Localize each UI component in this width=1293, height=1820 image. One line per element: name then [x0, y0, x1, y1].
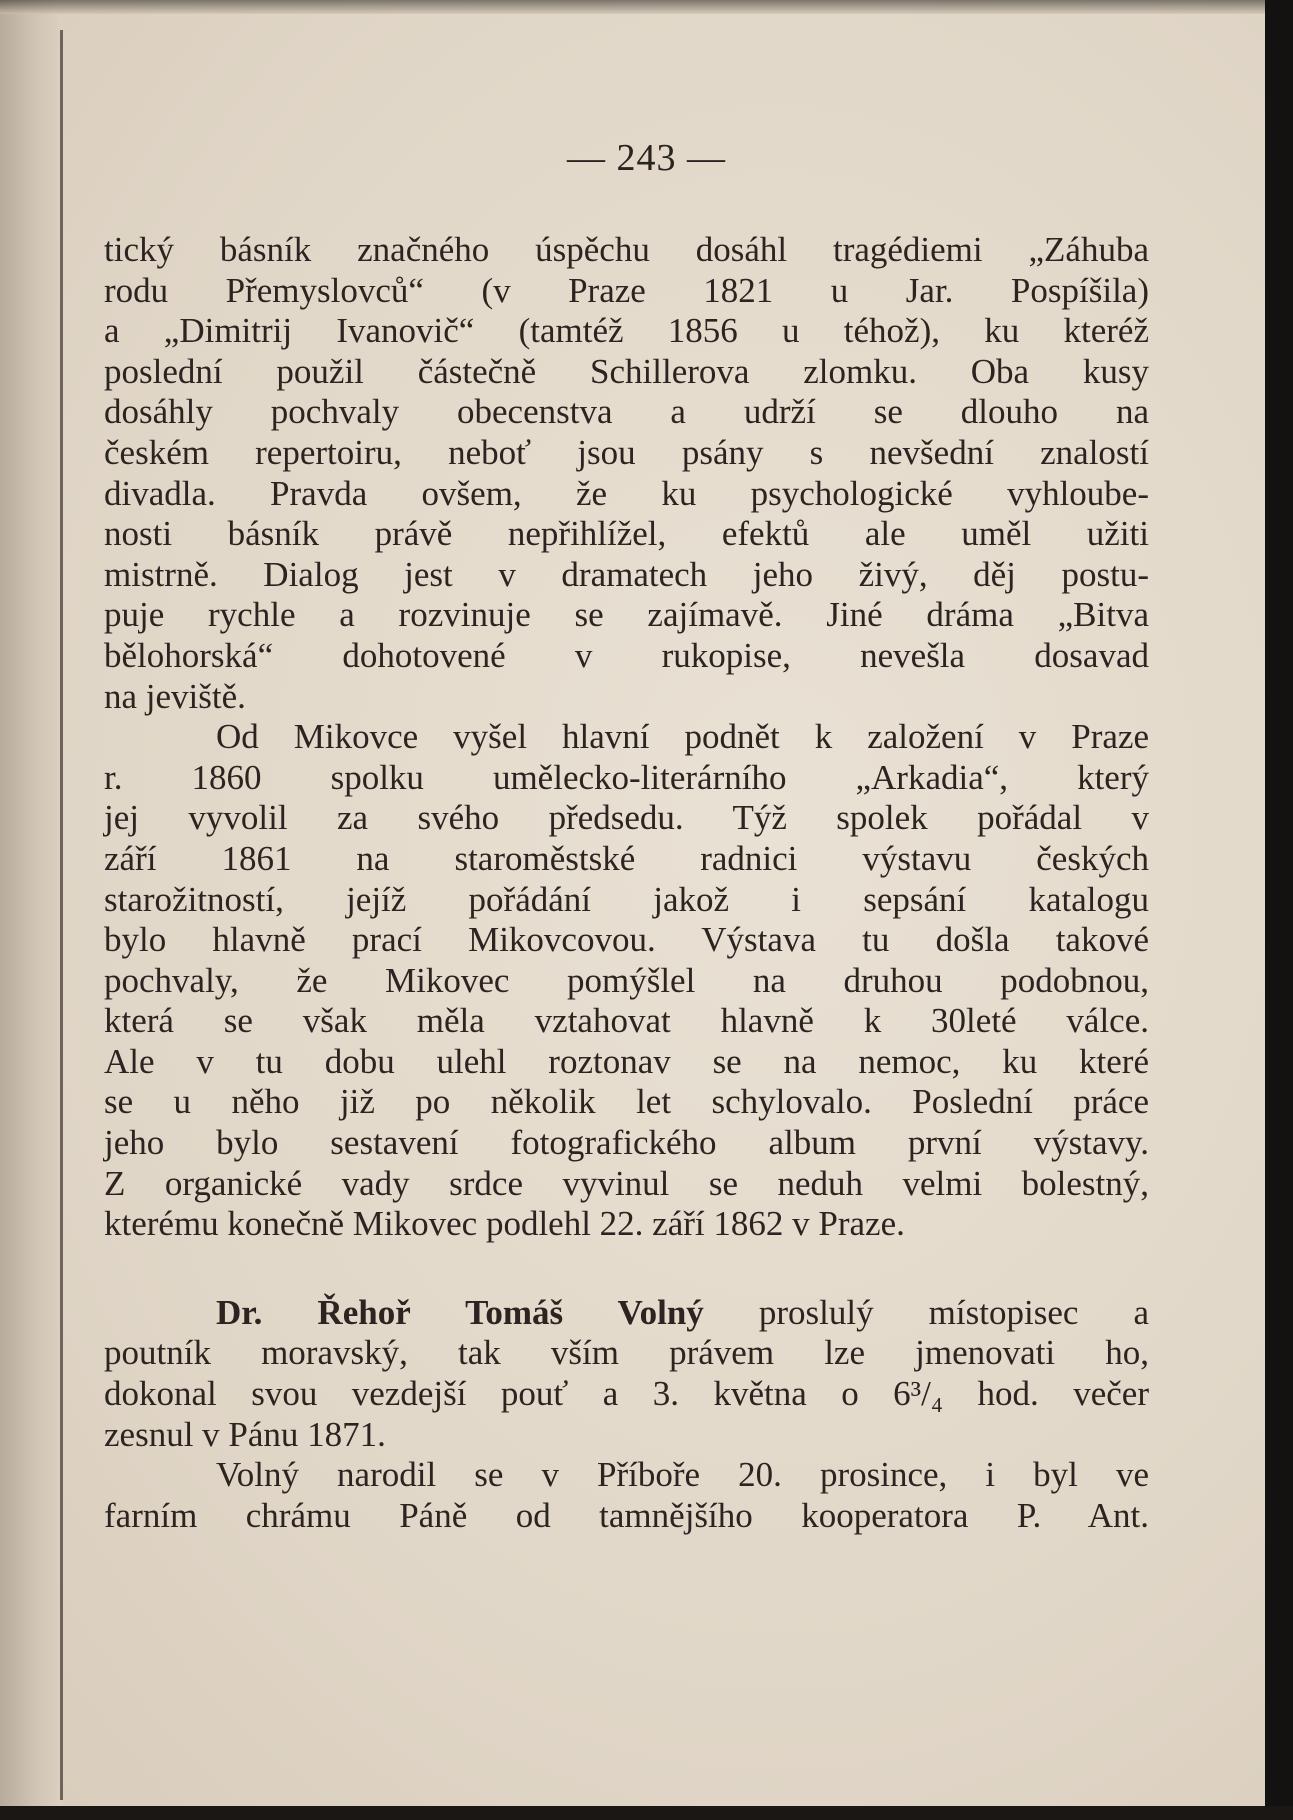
- text-line: českém repertoiru, neboť jsou psány s nevšední znalostí: [104, 432, 1149, 472]
- text-line: Z organické vady srdce vyvinul se neduh velmi bolestný,: [104, 1163, 1149, 1203]
- section-gap: [104, 1245, 1149, 1293]
- paragraph-start-line: Volný narodil se v Příboře 20. prosince, i byl ve: [216, 1455, 1149, 1495]
- text-line: rodu Přemyslovců“ (v Praze 1821 u Jar. Pospíšila): [104, 270, 1149, 310]
- text-line: jeho bylo sestavení fotografického album první výstavy.: [104, 1123, 1149, 1163]
- section-heading-line: [104, 1293, 1149, 1334]
- text-line: dosáhly pochvaly obecenstva a udrží se dlouho na: [104, 392, 1149, 432]
- text-line: Ale v tu dobu ulehl roztonav se na nemoc, ku které: [104, 1041, 1149, 1081]
- top-edge-shadow: [0, 0, 1293, 14]
- text-line: starožitností, jejíž pořádání jakož i sepsání katalogu: [104, 879, 1149, 919]
- text-line: mistrně. Dialog jest v dramatech jeho živý, děj postu-: [104, 554, 1149, 594]
- text-line: bylo hlavně prací Mikovcovou. Výstava tu došla takové: [104, 920, 1149, 960]
- text-line: kterému konečně Mikovec podlehl 22. září 1862 v Praze.: [104, 1204, 905, 1244]
- page-number: — 243 —: [567, 137, 726, 179]
- text-line: která se však měla vztahovat hlavně k 30leté válce.: [104, 1001, 1149, 1041]
- text-line: poslední použil částečně Schillerova zlomku. Oba kusy: [104, 351, 1149, 391]
- heading-line-rest: proslulý místopisec a: [758, 1292, 1149, 1332]
- text-line: farním chrámu Páně od tamnějšího kooperatora P. Ant.: [104, 1495, 1149, 1535]
- person-name: Dr. Řehoř Tomáš Volný: [216, 1292, 704, 1332]
- text-line: nosti básník právě nepřihlížel, efektů ale uměl užiti: [104, 514, 1149, 554]
- text-line: zesnul v Pánu 1871.: [104, 1414, 386, 1454]
- right-page-edge: [1265, 0, 1293, 1820]
- paragraph-start-line: Od Mikovce vyšel hlavní podnět k založení v Praze: [216, 717, 1149, 757]
- bottom-page-edge: [0, 1806, 1293, 1820]
- text-line: září 1861 na staroměstské radnici výstavu českých: [104, 838, 1149, 878]
- text-line: tický básník značného úspěchu dosáhl tragédiemi „Záhuba: [104, 230, 1149, 269]
- gutter-binding-line: [60, 30, 63, 1800]
- book-gutter: [0, 0, 62, 1820]
- text-line: a „Dimitrij Ivanovič“ (tamtéž 1856 u téhož), ku kteréž: [104, 311, 1149, 351]
- text-line: divadla. Pravda ovšem, že ku psychologické vyhloube-: [104, 473, 1149, 513]
- text-line: puje rychle a rozvinuje se zajímavě. Jiné dráma „Bitva: [104, 595, 1149, 635]
- text-line: poutník moravský, tak vším právem lze jmenovati ho,: [104, 1333, 1149, 1373]
- text-line: r. 1860 spolku umělecko-literárního „Arkadia“, který: [104, 757, 1149, 797]
- text-line: bělohorská“ dohotovené v rukopise, nevešla dosavad: [104, 635, 1149, 675]
- text-line: dokonal svou vezdejší pouť a 3. května o 6³/₄ hod. večer: [104, 1374, 1149, 1414]
- text-line: pochvaly, že Mikovec pomýšlel na druhou podobnou,: [104, 960, 1149, 1000]
- text-line: se u něho již po několik let schylovalo. Poslední práce: [104, 1082, 1149, 1122]
- text-line: na jeviště.: [104, 676, 246, 716]
- text-line: jej vyvolil za svého předsedu. Týž spolek pořádal v: [104, 798, 1149, 838]
- body-text: [104, 230, 1149, 1536]
